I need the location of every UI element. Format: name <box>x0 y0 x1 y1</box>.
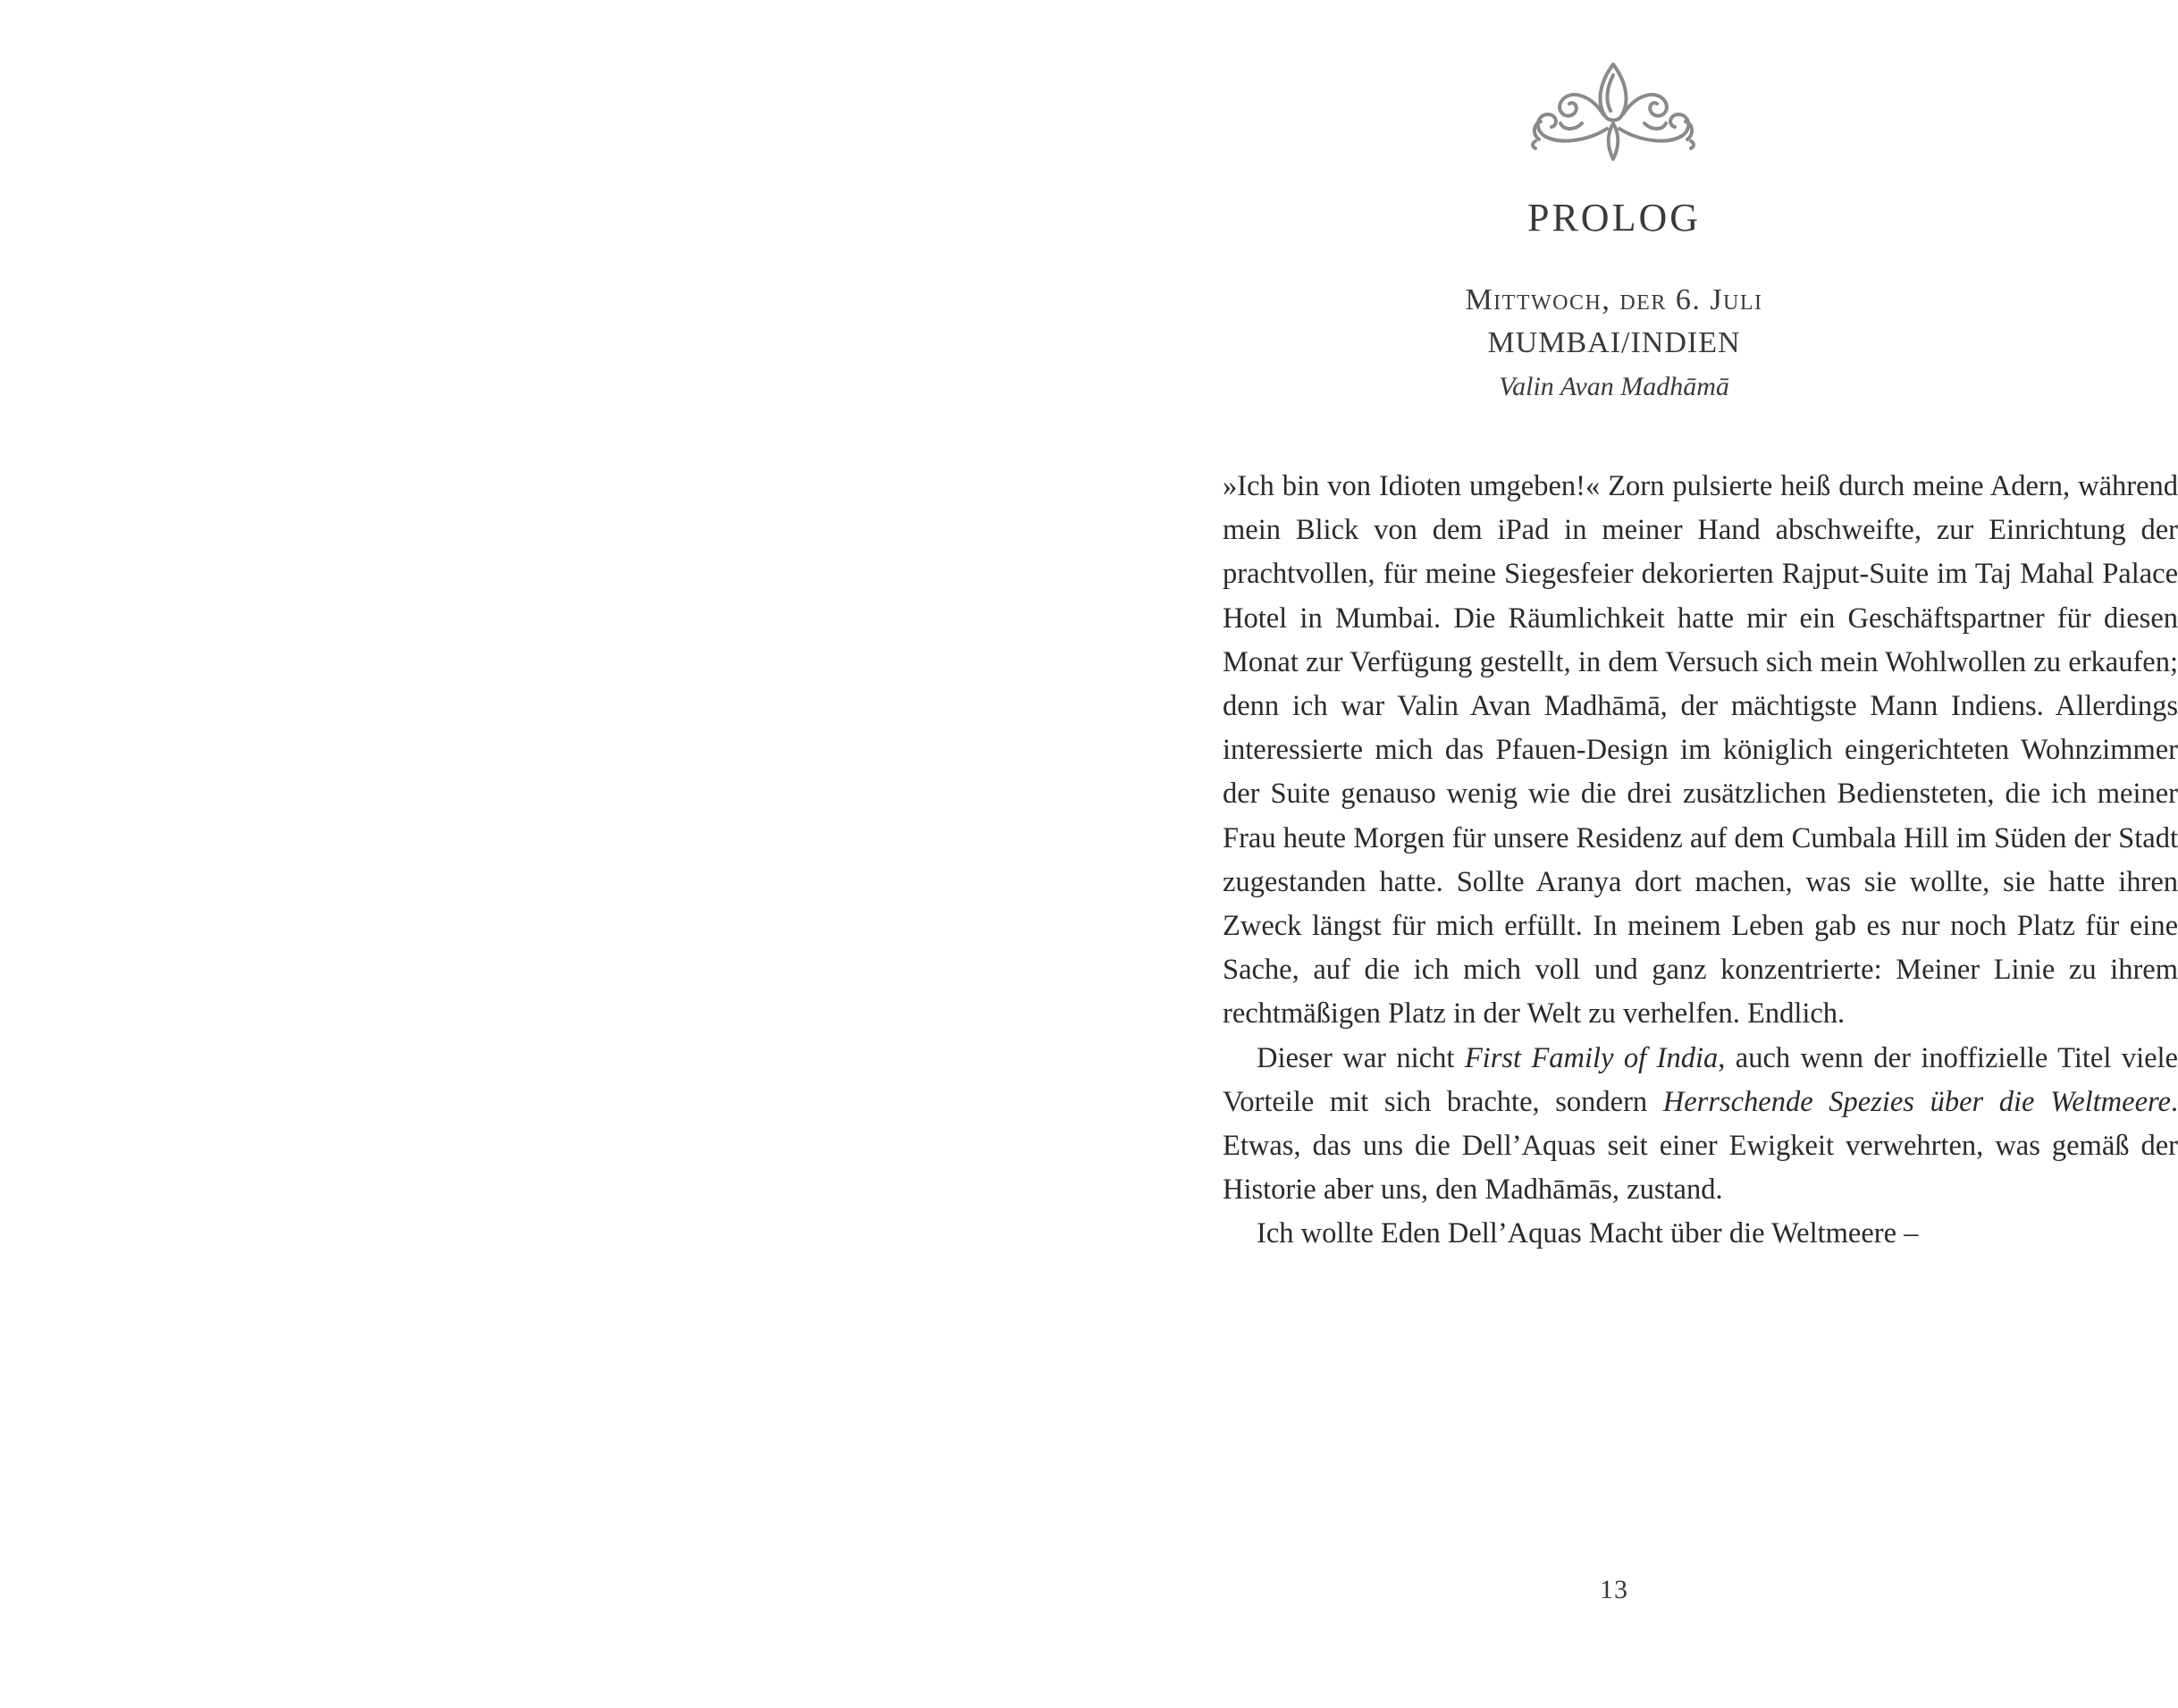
paragraph-1: »Ich bin von Idioten umgeben!« Zorn pulsierte heiß durch meine Adern, während mein Blick von dem iPad in meiner Hand abschweifte, zur Einrichtung der prachtvollen, für meine Siegesfeier dekorierten Rajput-Suite im Taj Mahal Palace Hotel in Mumbai. Die Räumlichkeit hatte mir ein Geschäftspartner für diesen Monat zur Verfügung gestellt, in dem Versuch sich mein Wohlwollen zu erkaufen; denn ich war Valin Avan Madhāmā, der mächtigste Mann Indiens. Allerdings interessierte mich das Pfauen-Design im königlich eingerichteten Wohnzimmer der Suite genauso wenig wie die drei zusätzlichen Bediensteten, die ich meiner Frau heute Morgen für unsere Residenz auf dem Cumbala Hill im Süden der Stadt zugestanden hatte. Sollte Aranya dort machen, was sie wollte, sie hatte ihren Zweck längst für mich erfüllt. In meinem Leben gab es nur noch Platz für eine Sache, auf die ich mich voll und ganz konzentrierte: Meiner Linie zu ihrem rechtmäßigen Platz in der Welt zu verhelfen. Endlich. <box>1223 470 2178 1031</box>
chapter-meta <box>1072 279 2156 409</box>
chapter-title: PROLOG <box>1526 196 1702 240</box>
paragraph-3: Ich wollte Eden Dell’Aquas Macht über die Weltmeere – <box>1257 1217 1919 1250</box>
paragraph-2-text-c: . Etwas, das uns die Dell’Aquas seit einer Ewigkeit verwehrten, was gemäß der Historie aber uns, den Madhāmās, zustand. <box>1223 1085 2178 1207</box>
chapter-narrator: Valin Avan Madhāmā <box>1499 372 1729 401</box>
left-page-blank <box>0 0 1072 1708</box>
right-page <box>1072 0 2178 1708</box>
body-text <box>1223 465 2178 1257</box>
page-number: 13 <box>1600 1575 1628 1604</box>
paragraph-2-italic-2: Herrschende Spezies über die Weltmeere <box>1662 1085 2171 1118</box>
chapter-date: Mittwoch, der 6. Juli <box>1465 283 1763 316</box>
chapter-place: MUMBAI/INDIEN <box>1487 326 1741 359</box>
fleur-de-lis-ornament-icon <box>1528 59 1698 164</box>
paragraph-2-text-b: , auch wenn der inoffizielle Titel viele Vorteile mit sich brachte, sondern <box>1223 1041 2178 1118</box>
paragraph-2-italic-1: First Family of India <box>1464 1041 1719 1074</box>
paragraph-2-text-a: Dieser war nicht <box>1257 1041 1465 1074</box>
paragraph-2 <box>1223 1037 2178 1213</box>
